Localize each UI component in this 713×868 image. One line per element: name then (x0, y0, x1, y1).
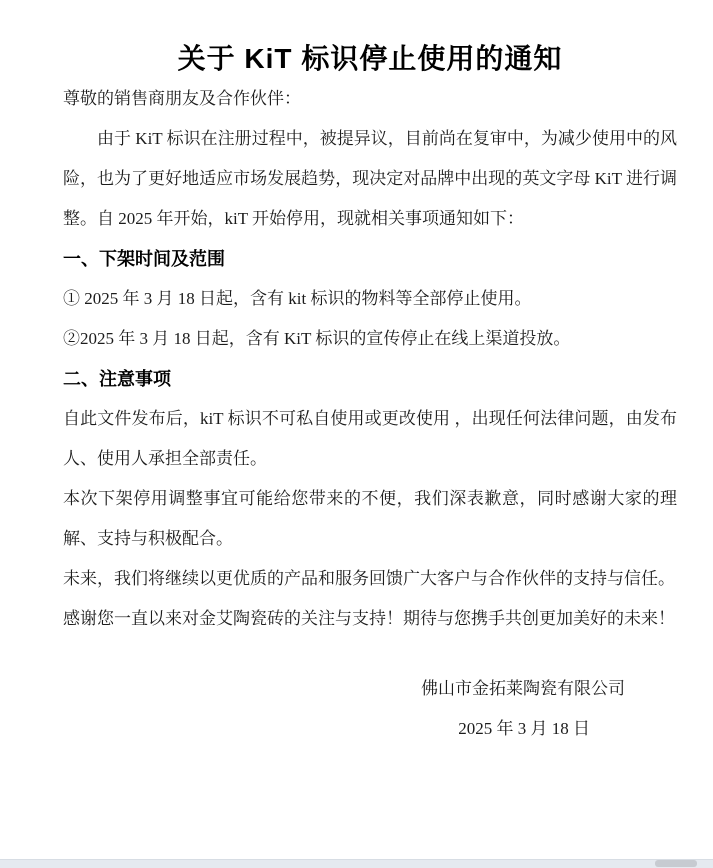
section-1-item-1: ① 2025 年 3 月 18 日起，含有 kit 标识的物料等全部停止使用。 (63, 289, 532, 308)
signature-date: 2025 年 3 月 18 日 (458, 719, 590, 738)
intro-paragraph: 由于 KiT 标识在注册过程中，被提异议，目前尚在复审中，为减少使用中的风险，也为了更好地适应市场发展趋势，现决定对品牌中出现的英文字母 KiT 进行调整。自 2025 年开始，kiT 开始停用，现就相关事项通知如下： (63, 129, 677, 228)
document-body (63, 79, 677, 749)
section-2-paragraph-2: 本次下架停用调整事宜可能给您带来的不便，我们深表歉意，同时感谢大家的理解、支持与积极配合。 (63, 489, 677, 548)
section-1-heading: 一、下架时间及范围 (63, 249, 225, 269)
section-2-paragraph-4: 感谢您一直以来对金艾陶瓷砖的关注与支持！期待与您携手共创更加美好的未来！ (63, 609, 675, 628)
section-1-item-2: ②2025 年 3 月 18 日起，含有 KiT 标识的宣传停止在线上渠道投放。 (63, 329, 571, 348)
signature-company: 佛山市金拓莱陶瓷有限公司 (421, 679, 625, 698)
horizontal-scrollbar-thumb[interactable] (655, 860, 697, 867)
section-2-heading: 二、注意事项 (63, 369, 171, 389)
section-2-paragraph-1: 自此文件发布后，kiT 标识不可私自使用或更改使用 ，出现任何法律问题，由发布人、使用人承担全部责任。 (63, 409, 677, 468)
section-2-paragraph-3: 未来，我们将继续以更优质的产品和服务回馈广大客户与合作伙伴的支持与信任。 (63, 569, 675, 588)
signature-block (63, 669, 677, 749)
document-title: 关于 KiT 标识停止使用的通知 (177, 43, 563, 74)
salutation: 尊敬的销售商朋友及合作伙伴： (63, 89, 301, 108)
horizontal-scrollbar[interactable] (0, 859, 713, 868)
